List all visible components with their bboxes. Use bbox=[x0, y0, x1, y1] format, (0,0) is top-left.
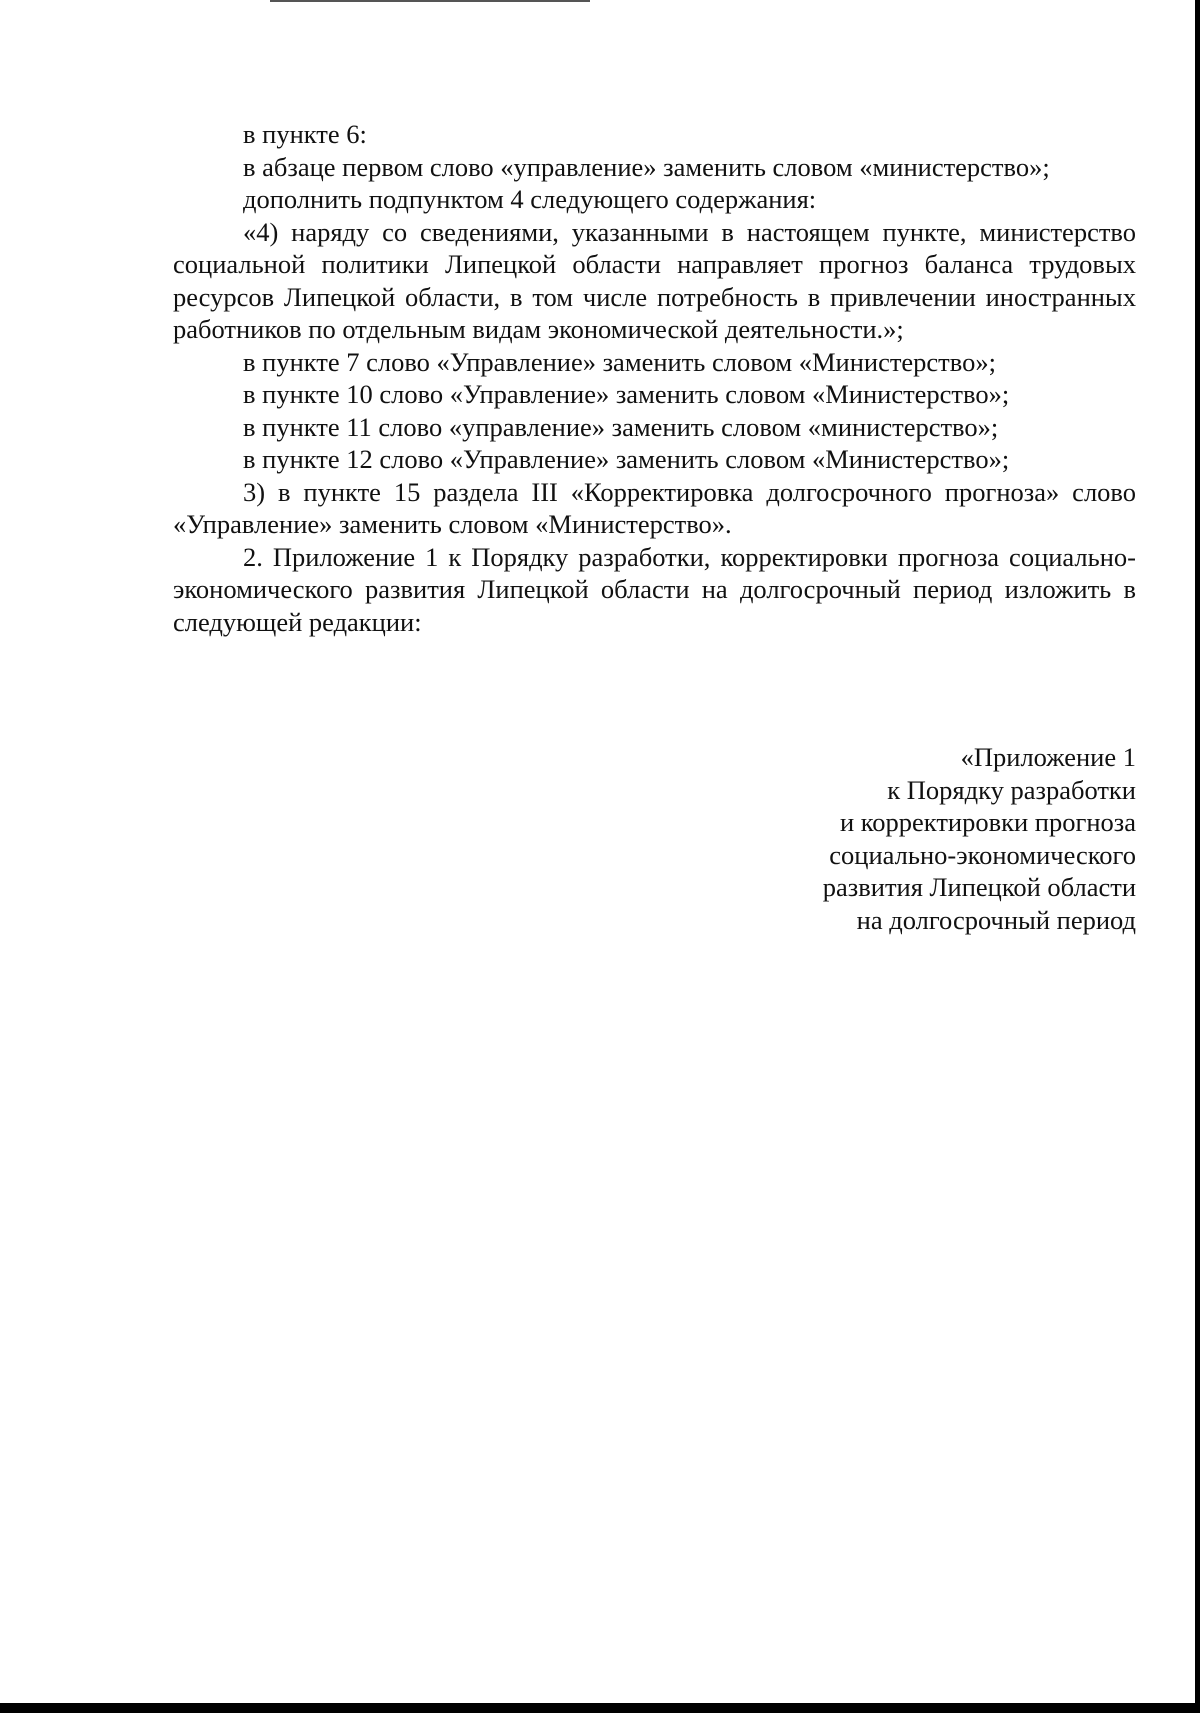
document-body bbox=[173, 118, 1136, 638]
appendix-line-5: развития Липецкой области bbox=[822, 872, 1136, 902]
paragraph-punkt-7: в пункте 7 слово «Управление» заменить словом «Министерство»; bbox=[243, 346, 996, 377]
paragraph-podpunkt-4: «4) наряду со сведениями, указанными в настоящем пункте, министерство социальной политики Липецкой области направляет прогноз баланса трудовых ресурсов Липецкой области, в том числе потребность в привлечении иностранных работников по отдельным видам экономической деятельности.»; bbox=[173, 216, 1136, 344]
paragraph-abzac-pervyi: в абзаце первом слово «управление» заменить словом «министерство»; bbox=[243, 151, 1050, 182]
appendix-line-2: к Порядку разработки bbox=[887, 774, 1136, 805]
appendix-header bbox=[636, 741, 1136, 936]
appendix-line-4: социально-экономического bbox=[829, 839, 1136, 870]
appendix-line-6: на долгосрочный период bbox=[856, 904, 1136, 935]
paragraph-punkt-11: в пункте 11 слово «управление» заменить словом «министерство»; bbox=[243, 411, 999, 442]
paragraph-dopolnit-podpunkt: дополнить подпунктом 4 следующего содержания: bbox=[243, 184, 817, 214]
appendix-line-1: «Приложение 1 bbox=[960, 742, 1136, 772]
scan-top-mark bbox=[270, 0, 590, 2]
paragraph-punkt-6: в пункте 6: bbox=[243, 119, 367, 149]
paragraph-punkt-15: 3) в пункте 15 раздела III «Корректировка долгосрочного прогноза» слово «Управление» заменить словом «Министерство». bbox=[173, 476, 1136, 539]
scan-edge-bottom bbox=[0, 1703, 1200, 1713]
paragraph-punkt-12: в пункте 12 слово «Управление» заменить словом «Министерство»; bbox=[243, 444, 1010, 474]
paragraph-punkt-10: в пункте 10 слово «Управление» заменить словом «Министерство»; bbox=[243, 379, 1010, 409]
scan-edge-right bbox=[1195, 0, 1200, 1713]
paragraph-prilozhenie-1: 2. Приложение 1 к Порядку разработки, корректировки прогноза социально-экономического развития Липецкой области на долгосрочный период изложить в следующей редакции: bbox=[173, 541, 1136, 637]
appendix-line-3: и корректировки прогноза bbox=[839, 807, 1136, 837]
